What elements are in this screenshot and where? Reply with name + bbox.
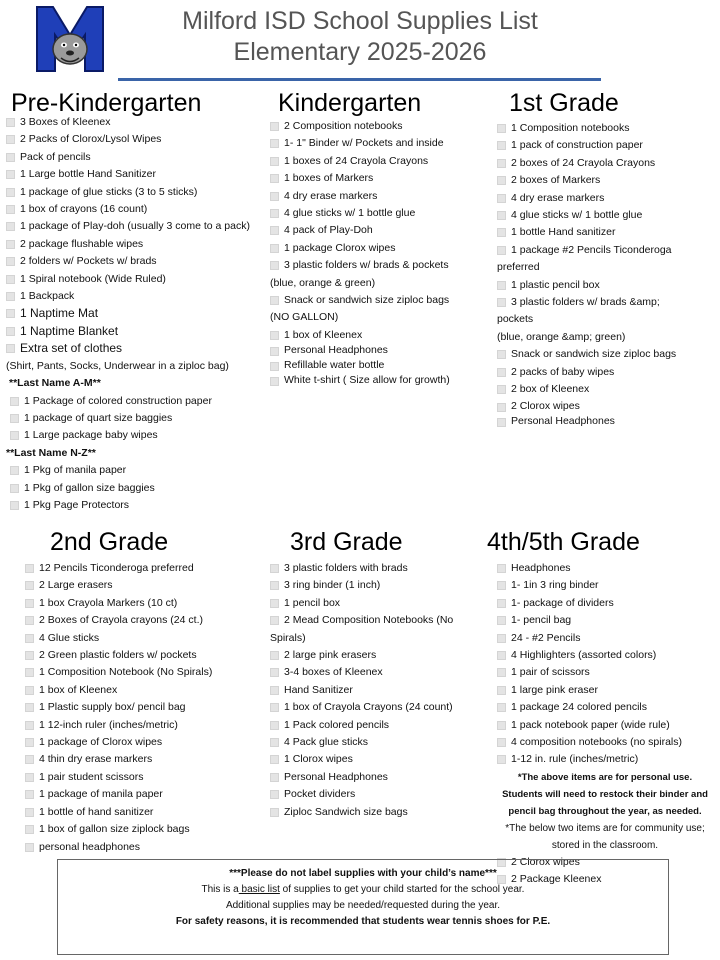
list-item: 4 pack of Play-Doh xyxy=(270,222,495,239)
title-divider xyxy=(118,78,601,81)
list-item: 2 large pink erasers xyxy=(270,647,495,664)
list-item: 1 Pkg of gallon size baggies xyxy=(10,480,276,497)
list-item: 2 Clorox wipes xyxy=(497,854,713,871)
list-item: Extra set of clothes xyxy=(6,340,276,357)
list-item: 2 Large erasers xyxy=(25,577,270,594)
list-item: Hand Sanitizer xyxy=(270,682,495,699)
list-item: 1 package Clorox wipes xyxy=(270,240,495,257)
list-item: 24 - #2 Pencils xyxy=(497,630,713,647)
list-item: 1 Pack colored pencils xyxy=(270,717,495,734)
list-item: 1 box of Crayola Crayons (24 count) xyxy=(270,699,495,716)
list-item: 4 glue sticks w/ 1 bottle glue xyxy=(270,205,495,222)
list-item: 2 Green plastic folders w/ pockets xyxy=(25,647,270,664)
list-item: personal headphones xyxy=(25,839,270,856)
community-use-note: *The below two items are for community use; stored in the classroom. xyxy=(505,822,705,851)
list-item: 1 Spiral notebook (Wide Ruled) xyxy=(6,271,276,288)
kinder-column xyxy=(270,88,495,388)
list-item: 1 pair of scissors xyxy=(497,664,713,681)
notice-text: This is a xyxy=(201,884,239,895)
list-item: 1 bottle of hand sanitizer xyxy=(25,804,270,821)
first-grade-list xyxy=(497,120,715,429)
list-item: Pocket dividers xyxy=(270,786,495,803)
list-item: 2 package flushable wipes xyxy=(6,236,276,253)
list-item: 1 Clorox wipes xyxy=(270,751,495,768)
list-item-note: preferred xyxy=(497,261,540,274)
list-item: Refillable water bottle xyxy=(270,358,495,373)
list-item: Personal Headphones xyxy=(270,343,495,358)
list-item: 2 Mead Composition Notebooks (No xyxy=(270,612,495,629)
bulldog-m-logo-icon xyxy=(35,5,105,73)
list-item: 1 box Crayola Markers (10 ct) xyxy=(25,595,270,612)
notice-additional: Additional supplies may be needed/requested during the year. xyxy=(225,900,501,911)
list-item: 4 thin dry erase markers xyxy=(25,751,270,768)
list-item: 4 Pack glue sticks xyxy=(270,734,495,751)
fourth-fifth-grade-list xyxy=(497,560,713,889)
list-item: 1 box of gallon size ziplock bags xyxy=(25,821,270,838)
list-item-note: (Shirt, Pants, Socks, Underwear in a ziploc bag) xyxy=(6,359,229,372)
list-item: White t-shirt ( Size allow for growth) xyxy=(270,373,495,388)
list-item: 2 packs of baby wipes xyxy=(497,364,715,381)
list-item: 12 Pencils Ticonderoga preferred xyxy=(25,560,270,577)
list-item: 1 Composition notebooks xyxy=(497,120,715,137)
list-item-note: pockets xyxy=(497,313,534,326)
list-item: Personal Headphones xyxy=(270,769,495,786)
notice-text: of supplies to get your child started for the school year. xyxy=(279,884,525,895)
fourth-fifth-grade-column xyxy=(487,527,713,889)
prek-heading: Pre-Kindergarten xyxy=(11,89,202,117)
group-label-a-m: **Last Name A-M** xyxy=(9,377,101,390)
list-item: 3 ring binder (1 inch) xyxy=(270,577,495,594)
group-label-n-z: **Last Name N-Z** xyxy=(6,446,96,459)
list-item: 1 plastic pencil box xyxy=(497,277,715,294)
first-grade-column xyxy=(497,88,715,429)
notice-basic-list xyxy=(58,882,668,898)
list-item: 3 plastic folders with brads xyxy=(270,560,495,577)
list-item: Ziploc Sandwich size bags xyxy=(270,804,495,821)
list-item: 1 12-inch ruler (inches/metric) xyxy=(25,717,270,734)
list-item: Headphones xyxy=(497,560,713,577)
second-grade-heading: 2nd Grade xyxy=(50,528,169,556)
list-item: 1 package of Clorox wipes xyxy=(25,734,270,751)
list-item: 1 Naptime Mat xyxy=(6,305,276,322)
list-item: 1 Pkg Page Protectors xyxy=(10,497,276,514)
kinder-heading: Kindergarten xyxy=(278,89,422,117)
first-grade-heading: 1st Grade xyxy=(509,89,619,117)
basic-list-text: basic list xyxy=(238,884,280,895)
list-item: 1- package of dividers xyxy=(497,595,713,612)
list-item: Pack of pencils xyxy=(6,149,276,166)
list-item: 4 composition notebooks (no spirals) xyxy=(497,734,713,751)
list-item: 1- 1in 3 ring binder xyxy=(497,577,713,594)
list-item: 1 pencil box xyxy=(270,595,495,612)
list-item: 3-4 boxes of Kleenex xyxy=(270,664,495,681)
third-grade-heading: 3rd Grade xyxy=(290,528,403,556)
list-item: 1 Package of colored construction paper xyxy=(10,393,276,410)
list-item: 1- pencil bag xyxy=(497,612,713,629)
list-item: 1 pair student scissors xyxy=(25,769,270,786)
list-item: 4 dry erase markers xyxy=(270,188,495,205)
list-item-note: (NO GALLON) xyxy=(270,311,339,324)
notice-label-warning: ***Please do not label supplies with your child’s name*** xyxy=(229,868,497,879)
list-item: 1 large pink eraser xyxy=(497,682,713,699)
list-item: 1 boxes of Markers xyxy=(270,170,495,187)
list-item: 1 box of Kleenex xyxy=(25,682,270,699)
third-grade-column xyxy=(270,527,495,821)
list-item: 4 Glue sticks xyxy=(25,630,270,647)
list-item: 1 Composition Notebook (No Spirals) xyxy=(25,664,270,681)
second-grade-column xyxy=(25,527,270,856)
list-item: 2 Composition notebooks xyxy=(270,118,495,135)
list-item: 1 package 24 colored pencils xyxy=(497,699,713,716)
list-item-note: (blue, orange & green) xyxy=(270,276,376,289)
kinder-list xyxy=(270,118,495,388)
list-item: 1 Large bottle Hand Sanitizer xyxy=(6,166,276,183)
list-item: 1 pack notebook paper (wide rule) xyxy=(497,717,713,734)
list-item: 1 bottle Hand sanitizer xyxy=(497,224,715,241)
fourth-fifth-grade-heading: 4th/5th Grade xyxy=(487,528,640,556)
list-item: 3 plastic folders w/ brads &amp; xyxy=(497,294,715,311)
second-grade-list xyxy=(25,560,270,856)
list-item: 1-12 in. rule (inches/metric) xyxy=(497,751,713,768)
list-item: 1 pack of construction paper xyxy=(497,137,715,154)
list-item: 4 glue sticks w/ 1 bottle glue xyxy=(497,207,715,224)
list-item: 1 package of glue sticks (3 to 5 sticks) xyxy=(6,184,276,201)
page-title: Milford ISD School Supplies List xyxy=(182,7,538,35)
list-item: 1 Plastic supply box/ pencil bag xyxy=(25,699,270,716)
list-item: 4 Highlighters (assorted colors) xyxy=(497,647,713,664)
list-item: Personal Headphones xyxy=(497,414,715,429)
prek-column xyxy=(6,88,276,514)
list-item: 1 box of Kleenex xyxy=(270,327,495,343)
list-item: Snack or sandwich size ziploc bags xyxy=(270,292,495,309)
list-item: Snack or sandwich size ziploc bags xyxy=(497,346,715,363)
school-logo xyxy=(35,5,105,73)
notice-safety: For safety reasons, it is recommended that students wear tennis shoes for P.E. xyxy=(175,916,551,927)
list-item: 4 dry erase markers xyxy=(497,190,715,207)
notice-box xyxy=(57,859,669,955)
list-item: 2 Boxes of Crayola crayons (24 ct.) xyxy=(25,612,270,629)
list-item: 1 box of crayons (16 count) xyxy=(6,201,276,218)
third-grade-list xyxy=(270,560,495,821)
list-item: 1 boxes of 24 Crayola Crayons xyxy=(270,153,495,170)
list-item: 1 Naptime Blanket xyxy=(6,323,276,340)
list-item: 1 package of Play-doh (usually 3 come to a pack) xyxy=(6,218,276,235)
page-subtitle: Elementary 2025-2026 xyxy=(233,38,487,66)
list-item: 1 package of manila paper xyxy=(25,786,270,803)
list-item: 2 boxes of 24 Crayola Crayons xyxy=(497,155,715,172)
list-item: 3 Boxes of Kleenex xyxy=(6,114,276,131)
list-item: 2 Clorox wipes xyxy=(497,399,715,414)
list-item: 2 box of Kleenex xyxy=(497,381,715,398)
list-item: 2 boxes of Markers xyxy=(497,172,715,189)
list-item: 1- 1" Binder w/ Pockets and inside xyxy=(270,135,495,152)
list-item: 2 Package Kleenex xyxy=(497,871,713,888)
list-item: 2 Packs of Clorox/Lysol Wipes xyxy=(6,131,276,148)
list-item: 1 Pkg of manila paper xyxy=(10,462,276,479)
list-item: 2 folders w/ Pockets w/ brads xyxy=(6,253,276,270)
list-item: 1 Backpack xyxy=(6,288,276,305)
prek-list xyxy=(6,114,276,514)
personal-use-note: *The above items are for personal use. Students will need to restock their binder and pencil bag throughout the year, as needed. xyxy=(502,771,708,817)
list-item: 1 package #2 Pencils Ticonderoga xyxy=(497,242,715,259)
list-item: 1 package of quart size baggies xyxy=(10,410,276,427)
list-item: 1 Large package baby wipes xyxy=(10,427,276,444)
list-item: 3 plastic folders w/ brads & pockets xyxy=(270,257,495,274)
list-item-note: (blue, orange &amp; green) xyxy=(497,330,626,343)
list-item-note: Spirals) xyxy=(270,631,306,644)
